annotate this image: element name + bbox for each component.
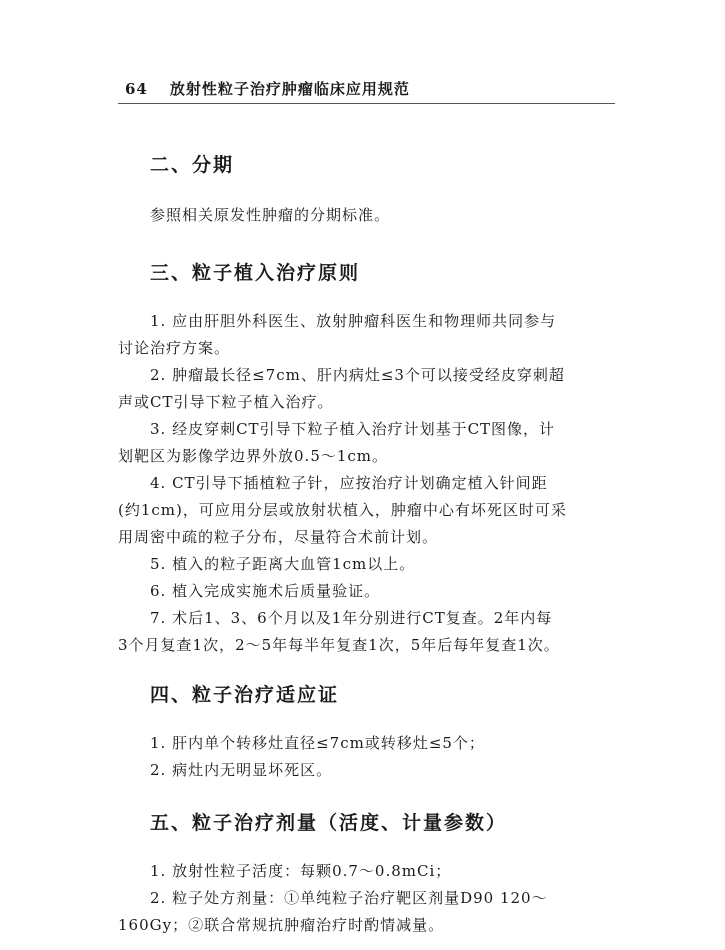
paragraph-line: 2. 病灶内无明显坏死区。 <box>150 761 333 779</box>
paragraph-line: 3个月复查1次，2～5年每半年复查1次，5年后每年复查1次。 <box>118 636 560 654</box>
paragraph-line: 1. 放射性粒子活度：每颗0.7～0.8mCi； <box>150 862 452 880</box>
paragraph <box>150 730 614 784</box>
paragraph-line: 1. 应由肝胆外科医生、放射肿瘤科医生和物理师共同参与 <box>150 312 557 330</box>
paragraph-line: 讨论治疗方案。 <box>118 339 231 357</box>
paragraph-line: 4. CT引导下插植粒子针，应按治疗计划确定植入针间距 <box>150 474 548 492</box>
paragraph-line: 3. 经皮穿刺CT引导下粒子植入治疗计划基于CT图像，计 <box>150 420 556 438</box>
running-header <box>125 78 615 99</box>
paragraph-line: 划靶区为影像学边界外放0.5～1cm。 <box>118 447 389 465</box>
header-rule <box>118 103 615 104</box>
paragraph-line: 2. 肿瘤最长径≤7cm、肝内病灶≤3个可以接受经皮穿刺超 <box>150 366 565 384</box>
section-title-principles: 三、粒子植入治疗原则 <box>150 262 361 284</box>
paragraph-line: 2. 粒子处方剂量：①单纯粒子治疗靶区剂量D90 120～ <box>150 889 548 907</box>
paragraph-line: 5. 植入的粒子距离大血管1cm以上。 <box>150 555 416 573</box>
paragraph-line: 参照相关原发性肿瘤的分期标准。 <box>150 206 391 224</box>
paragraph-line: 声或CT引导下粒子植入治疗。 <box>118 393 334 411</box>
section-title-indications: 四、粒子治疗适应证 <box>150 684 340 706</box>
paragraph-line: 6. 植入完成实施术后质量验证。 <box>150 582 381 600</box>
paragraph-line: (约1cm)，可应用分层或放射状植入，肿瘤中心有坏死区时可采 <box>118 501 567 519</box>
paragraph-line: 用周密中疏的粒子分布，尽量符合术前计划。 <box>118 528 439 546</box>
paragraph-line: 7. 术后1、3、6个月以及1年分别进行CT复查。2年内每 <box>150 609 553 627</box>
paragraph <box>118 308 614 659</box>
page-number: 64 <box>125 80 148 98</box>
section-title-dose: 五、粒子治疗剂量（活度、计量参数） <box>150 812 508 834</box>
paragraph <box>118 858 614 939</box>
section-title-staging: 二、分期 <box>150 154 235 176</box>
paragraph-line: 1. 肝内单个转移灶直径≤7cm或转移灶≤5个； <box>150 734 485 752</box>
paragraph-line: 160Gy；②联合常规抗肿瘤治疗时酌情减量。 <box>118 916 445 934</box>
paragraph <box>150 202 614 229</box>
running-title: 放射性粒子治疗肿瘤临床应用规范 <box>169 80 410 98</box>
